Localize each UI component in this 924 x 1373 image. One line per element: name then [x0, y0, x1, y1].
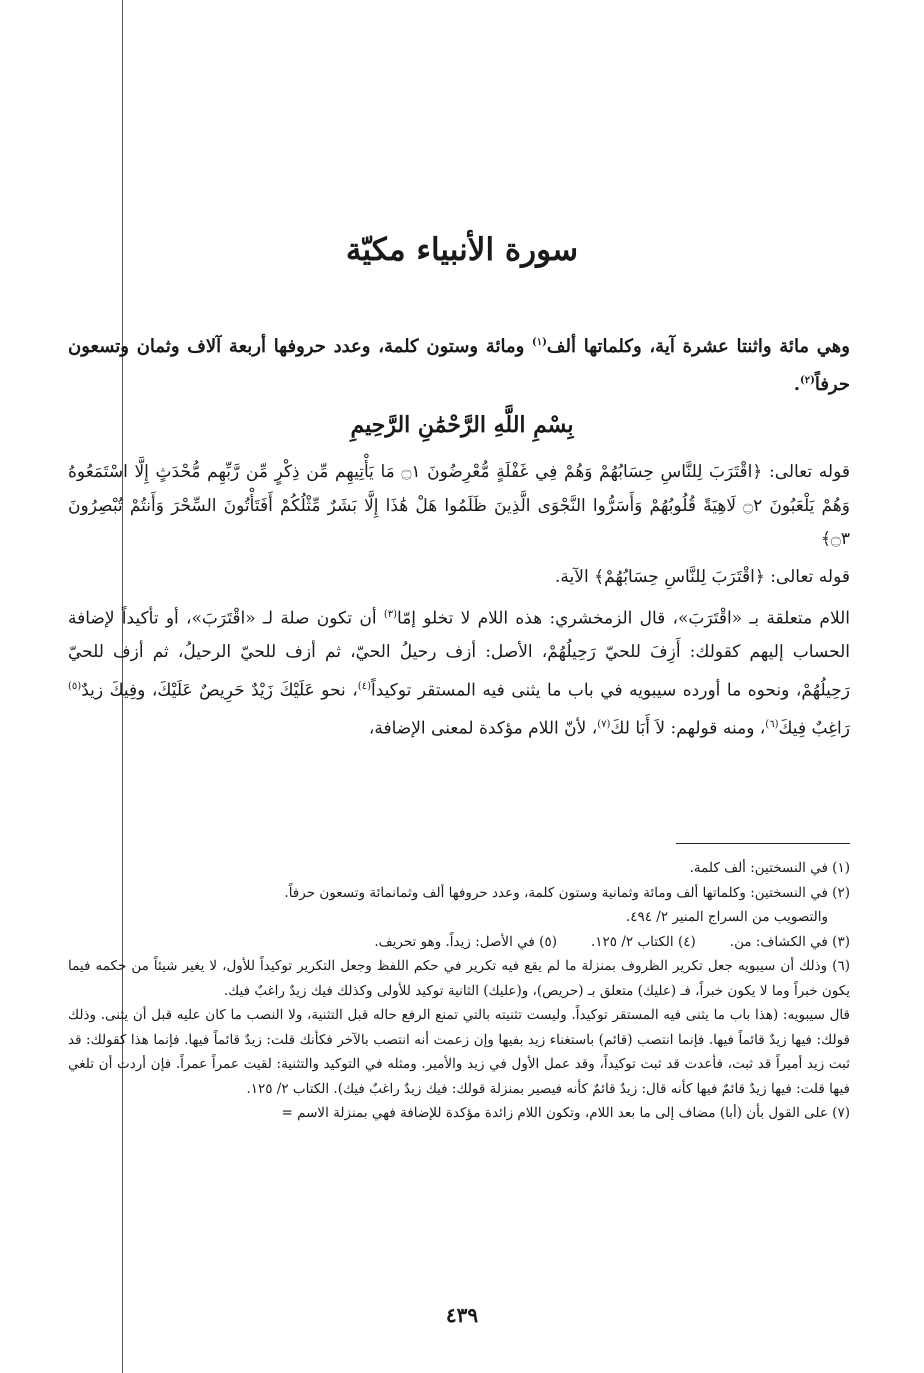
footnote-2: (٢) في النسختين: وكلماتها ألف ومائة وثمانية وستون كلمة، وعدد حروفها ألف وثمانمائة وتسعون حرفاً.: [284, 884, 850, 901]
footnotes-3-5: [68, 930, 850, 955]
footnote-2-continuation: والتصويب من السراج المنير ٢/ ٤٩٤.: [625, 909, 828, 925]
footnote-4: (٤) الكتاب ٢/ ١٢٥.: [590, 933, 696, 950]
commentary-paragraph: [68, 598, 850, 746]
surah-intro: [68, 326, 850, 402]
main-text: [68, 456, 850, 746]
page-number: ٤٣٩: [445, 1303, 479, 1327]
commentary-text-e: ، ومنه قولهم: لاَ أَبَا لكَ: [610, 718, 766, 739]
verse-reference-line: قوله تعالى: ﴿اقْتَرَبَ لِلنَّاسِ حِسَابُهُمْ﴾ الآية.: [555, 566, 850, 587]
commentary-text-f: ، لأنّ اللام مؤكدة لمعنى الإضافة،: [368, 718, 598, 739]
footnote-ref-2: (٢): [800, 375, 815, 386]
footnotes: [68, 856, 850, 1126]
footnote-6-quote: قال سيبويه: (هذا باب ما يثنى فيه المستقر توكيداً. وليست تثنيته بالتي تمنع الرفع حاله قبل التثنية، ولا النصب ما كان عليه قبل أن يثنى. وذلك قولك: فيها زيدٌ قائماً فيها. فإنما انتصب (قائم) باستغناء زيد بفيها وإن زعمت أنه انتصب بالآخر فكأنك قلت: زيدٌ قائماً فيها. فإنما هذا كقولك: قد ثبت زيد أميراً قد ثبت، فأعدت قد ثبت توكيداً، وقد عمل الأول في زيد والأمير. ومثله في التوكيد والتثنية: لقيت عمراً عمراً. فإن أردت أن تلغي فيها قلت: فيها زيدٌ قائمٌ فيها كأنه قال: زيدٌ قائمٌ كأنه فيصير بمنزلة قولك: فيك زيدٌ راغبٌ فيك). الكتاب ٢/ ١٢٥.: [68, 1007, 850, 1097]
commentary-text-c: ، نحو عَلَيْكَ زَيْدٌ حَرِيصٌ عَلَيْكَ، وفِيكَ زيدٌ: [81, 680, 358, 701]
footnote-separator: [676, 843, 850, 844]
footnote-ref-7: (٧): [597, 718, 611, 730]
quran-quote-paragraph: قوله تعالى: ﴿اقْتَرَبَ لِلنَّاسِ حِسَابُهُمْ وَهُمْ فِي غَفْلَةٍ مُّعْرِضُونَ ۝١ مَا يَأْتِيهِم مِّن ذِكْرٍ مِّن رَّبِّهِم مُّحْدَثٍ إِلَّا اسْتَمَعُوهُ وَهُمْ يَلْعَبُونَ ۝٢ لَاهِيَةً قُلُوبُهُمْ وَأَسَرُّوا النَّجْوَى الَّذِينَ ظَلَمُوا هَلْ هَٰذَا إِلَّا بَشَرٌ مِّثْلُكُمْ أَفَتَأْتُونَ السِّحْرَ وَأَنتُمْ تُبْصِرُونَ ۝٣﴾: [68, 462, 851, 549]
footnote-ref-6: (٦): [765, 718, 779, 730]
footnote-ref-5: (٥): [68, 680, 82, 692]
footnote-7: (٧) على القول بأن (أبا) مضاف إلى ما بعد اللام، وتكون اللام زائدة مؤكدة للإضافة فهي بمنزلة الاسم =: [281, 1105, 850, 1121]
footnote-1: (١) في النسختين: ألف كلمة.: [689, 860, 850, 876]
commentary-text-b: أن تكون صلة لـ «اقْتَرَبَ»، أو تأكيداً لإضافة الحساب إليهم كقولك: أَزِفَ للحيّ رَحِيلُهُمْ، الأصل: أزف رحيلُ الحيّ، ثم أزف للحيّ الرحيلُ، ثم أزف للحيّ رَحِيلُهُمْ، ونحوه ما أورده سيبويه في باب ما يثنى فيه المستقر توكيداً: [68, 608, 850, 701]
footnote-5: (٥) في الأصل: زيداً. وهو تحريف.: [374, 933, 557, 950]
intro-end: .: [793, 374, 800, 395]
footnote-3: (٣) في الكشاف: من.: [729, 933, 850, 950]
intro-text-2: ومائة وستون كلمة، وعدد حروفها أربعة آلاف وثمان وتسعون حرفاً: [68, 336, 850, 395]
footnote-ref-4: (٤): [357, 680, 371, 692]
commentary-text-d: رَاغِبٌ فِيكَ: [778, 718, 850, 739]
page-title: سورة الأنبياء مكيّة: [345, 232, 579, 268]
intro-text-1: وهي مائة واثنتا عشرة آية، وكلماتها ألف: [546, 336, 850, 357]
footnote-ref-1: (١): [532, 337, 547, 348]
basmala: بِسْمِ اللَّهِ الرَّحْمَٰنِ الرَّحِيمِ: [350, 412, 574, 438]
footnote-6: (٦) وذلك أن سيبويه جعل تكرير الظروف بمنزلة ما لم يقع فيه تكرير في حكم اللفظ وجعل التكرير توكيداً للأول، لا يغير شيئاً من حكمه فيما يكون خبراً وما لا يكون خبراً، فـ (عليك) متعلق بـ (حريص)، و(عليك) الثانية توكيد للأولى وكذلك فيك زيدٌ راغبٌ فيك.: [68, 958, 850, 999]
commentary-text-a: اللام متعلقة بـ «اقْتَرَبَ»، قال الزمخشري: هذه اللام لا تخلو إمّا: [397, 608, 850, 629]
footnote-ref-3: (٣): [383, 609, 398, 620]
